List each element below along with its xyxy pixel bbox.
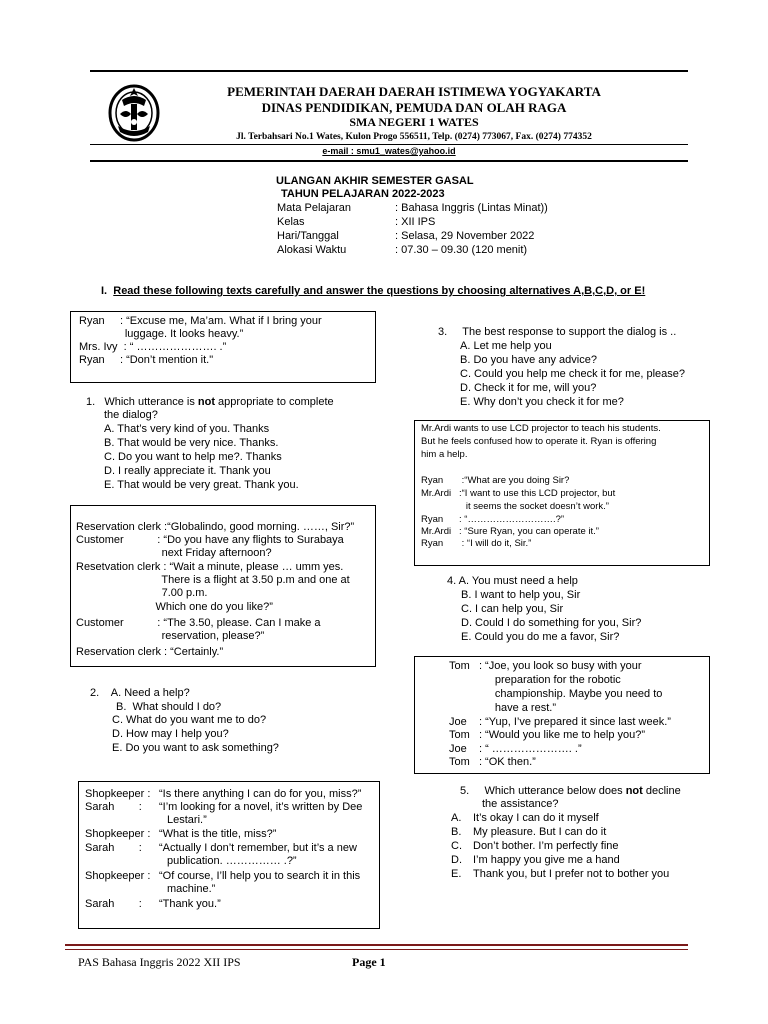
header-address: Jl. Terbahsari No.1 Wates, Kulon Progo 556511, Telp. (0274) 773067, Fax. (0274) 774352 [236,132,592,142]
info-value: : Selasa, 29 November 2022 [395,230,535,242]
option-a[interactable]: It’s okay I can do it myself [473,812,599,824]
dialog-speaker: Shopkeeper : [85,870,151,882]
dialog-line: have a rest.” [449,702,556,714]
info-label: Alokasi Waktu [277,244,347,256]
dialog-speaker: Sarah : [85,898,142,910]
dialog-line: Ryan : “Don’t mention it." [79,354,214,366]
dialog-speaker: Sarah : [85,842,142,854]
dialog-line: Tom : “OK then.” [449,756,536,768]
dialog-line: There is a flight at 3.50 p.m and one at [76,574,350,586]
info-label: Mata Pelajaran [277,202,351,214]
dialog-line: reservation, please?” [76,630,265,642]
dialog-line: Mr.Ardi : “Sure Ryan, you can operate it.” [421,526,599,537]
option-d[interactable]: D. Check it for me, will you? [460,382,597,394]
dialog-line: Tom : “Joe, you look so busy with your [449,660,642,672]
option-c[interactable]: C. I can help you, Sir [461,603,564,615]
option-b[interactable]: B. I want to help you, Sir [461,589,581,601]
question-stem: 3. The best response to support the dialog is .. [438,326,677,338]
option-b[interactable]: B. What should I do? [116,701,222,713]
dialog-intro: him a help. [421,449,468,460]
dialog-line: Reservation clerk : “Certainly.” [76,646,224,658]
dialog5-box [414,656,710,774]
question-stem: the dialog? [104,409,158,421]
info-value: : XII IPS [395,216,436,228]
dialog-line: Ryan : “I will do it, Sir.” [421,538,532,549]
question-stem: 5. Which utterance below does not decline [460,785,681,797]
footer-left: PAS Bahasa Inggris 2022 XII IPS [78,955,241,969]
option-letter: E. [451,868,462,880]
dialog1-box [70,311,376,383]
dialog3-box [78,781,380,929]
option-a[interactable]: 4. A. You must need a help [447,575,578,587]
footer-rule-top [65,944,688,946]
info-value: : Bahasa Inggris (Lintas Minat)) [395,202,548,214]
option-a[interactable]: A. That’s very kind of you. Thanks [104,423,270,435]
option-a[interactable]: 2. A. Need a help? [90,687,190,699]
dialog4-box [414,420,710,566]
dialog-line: Ryan :“What are you doing Sir? [421,475,570,486]
dialog-line: next Friday afternoon? [76,547,272,559]
option-c[interactable]: C. Do you want to help me?. Thanks [104,451,282,463]
option-letter: D. [451,854,462,866]
dialog-line: championship. Maybe you need to [449,688,663,700]
dialog-text: “Thank you.” [159,898,221,910]
footer-rule-bottom [65,949,688,950]
dialog-intro: Mr.Ardi wants to use LCD projector to teach his students. [421,423,661,434]
dialog-speaker: Shopkeeper : [85,828,151,840]
dialog-line: Customer : “Do you have any flights to Surabaya [76,534,344,546]
dialog-text: “Of course, I’ll help you to search it in this [159,870,361,882]
option-e[interactable]: E. Do you want to ask something? [112,742,279,754]
footer-page: Page 1 [352,955,386,969]
option-b[interactable]: My pleasure. But I can do it [473,826,607,838]
option-d[interactable]: D. I really appreciate it. Thank you [104,465,271,477]
option-e[interactable]: E. Why don’t you check it for me? [460,396,624,408]
dialog-line: luggage. It looks heavy.” [79,328,244,340]
dialog-line: Joe : “ …………………. .” [449,743,582,755]
info-label: Hari/Tanggal [277,230,339,242]
dialog-line: Tom : “Would you like me to help you?” [449,729,646,741]
dialog-line: Which one do you like?” [76,601,273,613]
header-line3: SMA NEGERI 1 WATES [349,115,479,129]
exam-title1: ULANGAN AKHIR SEMESTER GASAL [276,175,474,187]
option-c[interactable]: Don’t bother. I’m perfectly fine [473,840,619,852]
dialog-text: “What is the title, miss?” [159,828,277,840]
option-e[interactable]: Thank you, but I prefer not to bother you [473,868,670,880]
dialog-line: Resetvation clerk : “Wait a minute, please … umm yes. [76,561,344,573]
option-a[interactable]: A. Let me help you [460,340,552,352]
header-email[interactable]: e-mail : smu1_wates@yahoo.id [322,146,456,156]
instruction-text: Read these following texts carefully and answer the questions by choosing alternatives A,B,C,D, or E! [113,285,646,297]
dialog-text: “Actually I don’t remember, but it’s a new [159,842,357,854]
option-d[interactable]: D. Could I do something for you, Sir? [461,617,642,629]
dialog-line: Ryan : “Excuse me, Ma’am. What if I bring your [79,315,322,327]
dialog-line: Reservation clerk :“Globalindo, good morning. ……, Sir?” [76,521,355,533]
dialog-line: Customer : “The 3.50, please. Can I make a [76,617,321,629]
header-line1: PEMERINTAH DAERAH DAERAH ISTIMEWA YOGYAKARTA [227,84,601,99]
question-stem: the assistance? [482,798,559,810]
header-line2: DINAS PENDIDIKAN, PEMUDA DAN OLAH RAGA [261,100,567,115]
dialog-text: “I’m looking for a novel, it’s written by Dee [159,801,363,813]
dialog-line: Joe : “Yup, I’ve prepared it since last week.” [449,716,671,728]
dialog-line: Ryan : “……………………….?” [421,514,565,525]
header-mid-rule [90,144,688,145]
dialog-line: Mr.Ardi :“I want to use this LCD projector, but [421,488,616,499]
info-label: Kelas [277,216,305,228]
dialog-line: 7.00 p.m. [76,587,208,599]
option-letter: A. [451,812,462,824]
dialog-text: machine.” [167,883,216,895]
option-e[interactable]: E. That would be very great. Thank you. [104,479,299,491]
dialog-text: publication. …………… .?” [167,855,297,867]
dialog-line: it seems the socket doesn’t work.” [421,501,609,512]
dialog-speaker: Sarah : [85,801,142,813]
option-b[interactable]: B. Do you have any advice? [460,354,597,366]
option-b[interactable]: B. That would be very nice. Thanks. [104,437,279,449]
header-top-rule [90,70,688,72]
dialog-text: Lestari.” [167,814,207,826]
dialog-line: preparation for the robotic [449,674,621,686]
dialog2-box [70,505,376,667]
header-bottom-rule [90,160,688,162]
dialog-line: Mrs. Ivy : “ …………………. .” [79,341,227,353]
dialog-speaker: Shopkeeper : [85,788,151,800]
option-d[interactable]: D. How may I help you? [112,728,229,740]
instruction-number: I. [101,285,108,297]
option-d[interactable]: I’m happy you give me a hand [473,854,620,866]
option-e[interactable]: E. Could you do me a favor, Sir? [461,631,620,643]
option-c[interactable]: C. Could you help me check it for me, please? [460,368,686,380]
exam-title2: TAHUN PELAJARAN 2022-2023 [281,188,445,200]
option-letter: B. [451,826,462,838]
dialog-intro: But he feels confused how to operate it. Ryan is offering [421,436,657,447]
info-value: : 07.30 – 09.30 (120 menit) [395,244,528,256]
option-letter: C. [451,840,462,852]
dialog-text: “Is there anything I can do for you, miss?” [159,788,362,800]
instruction [101,285,645,297]
question-stem: 1. Which utterance is not appropriate to complete [86,396,334,408]
option-c[interactable]: C. What do you want me to do? [112,714,267,726]
